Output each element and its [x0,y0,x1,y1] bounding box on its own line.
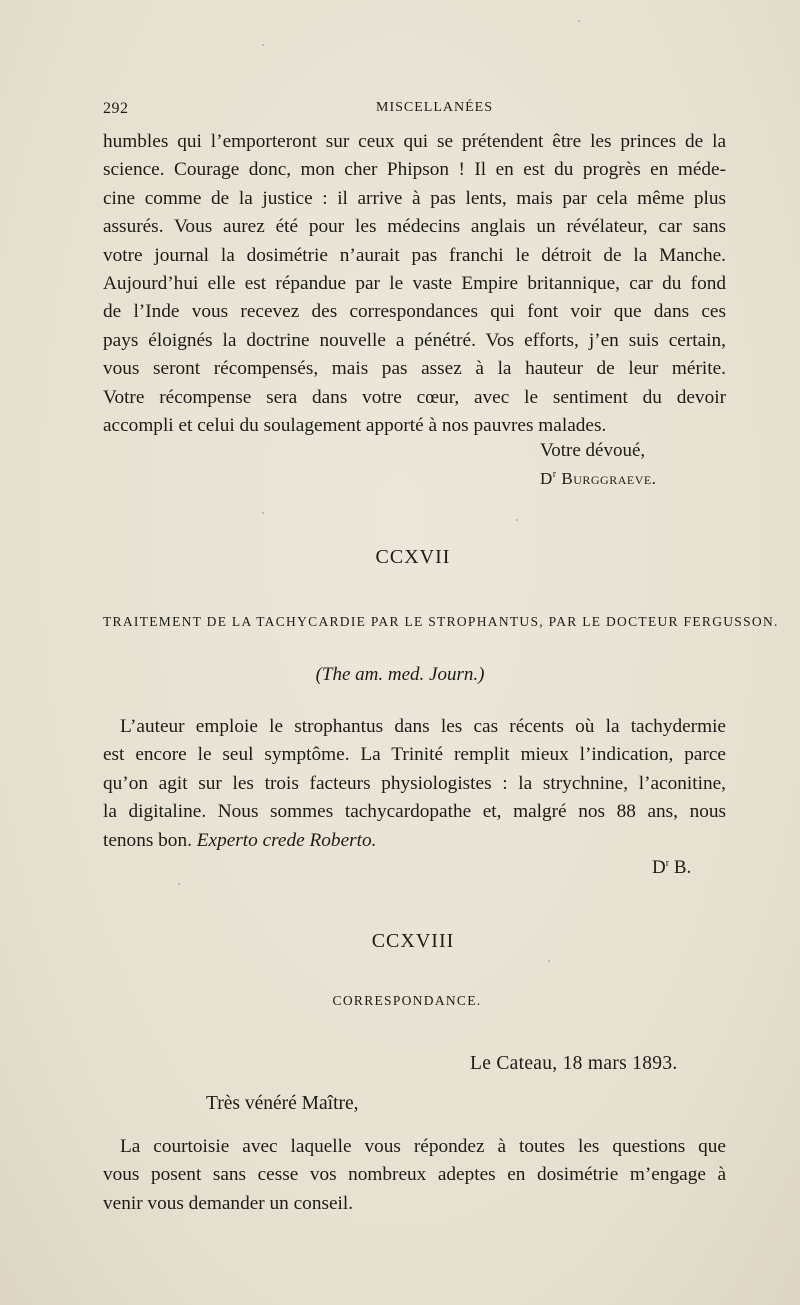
signature-superscript: r [552,469,557,480]
text-line: assurés. Vous aurez été pour les médecins anglais un révélateur, car sans [103,216,726,238]
section-paragraph [103,713,726,855]
letter-closing: Votre dévoué, [540,440,646,461]
letter-paragraph [103,1133,726,1218]
text-line: de l’Inde vous recevez des correspondances qui font voir que dans ces [103,301,726,323]
letter-end-paragraph [103,128,726,440]
text-line: la digitaline. Nous sommes tachycardopathe et, malgré nos 88 ans, nous [103,801,726,823]
letter-signature [540,469,656,489]
text-line: votre journal la dosimétrie n’aurait pas franchi le détroit de la Manche. [103,244,726,266]
paper-speck [178,883,180,885]
letter-dateline: Le Cateau, 18 mars 1893. [470,1053,678,1074]
text-line: Votre récompense sera dans votre cœur, avec le sentiment du devoir [103,386,726,408]
section-title: CORRESPONDANCE. [332,993,482,1008]
running-head: MISCELLANÉES [376,100,493,115]
section-source: (The am. med. Journ.) [315,664,485,685]
paper-speck [578,20,580,22]
text-line: vous seront récompensés, mais pas assez à la hauteur de leur mérite. [103,358,726,380]
text-line: pays éloignés la doctrine nouvelle a pénétré. Vos efforts, j’en suis certain, [103,329,726,351]
text-line: humbles qui l’emporteront sur ceux qui se prétendent être les princes de la [103,131,726,152]
text-line: venir vous demander un conseil. [103,1192,354,1214]
signature-name: B. [669,857,692,878]
text-line: science. Courage donc, mon cher Phipson ! Il en est du progrès en méde- [103,159,726,181]
text-line: est encore le seul symptôme. La Trinité remplit mieux l’indication, parce [103,744,726,766]
paper-speck [262,44,264,46]
text-line: cine comme de la justice : il arrive à pas lents, mais par cela même plus [103,187,726,209]
page-number: 292 [103,100,129,117]
text-line: accompli et celui du soulagement apporté à nos pauvres malades. [103,415,607,437]
signature-prefix: D [652,857,666,878]
text-line: qu’on agit sur les trois facteurs physiologistes : la strychnine, l’aconitine, [103,772,726,794]
text-line: La courtoisie avec laquelle vous répondez à toutes les questions que [120,1136,726,1157]
section-signature [652,857,691,879]
paper-speck [516,519,518,521]
paper-speck [548,960,550,962]
signature-name: Burggraeve. [561,469,657,488]
text-line: Aujourd’hui elle est répandue par le vaste Empire britannique, car du fond [103,273,726,295]
section-number: CCXVIII [371,930,455,952]
page-header [103,100,726,122]
text-line [103,827,726,855]
section-title: TRAITEMENT DE LA TACHYCARDIE PAR LE STROPHANTUS, PAR LE DOCTEUR FERGUSSON. [103,614,779,629]
text-italic: Experto crede Roberto. [196,829,377,851]
letter-salutation: Très vénéré Maître, [206,1093,359,1114]
section-number: CCXVII [375,546,451,568]
paper-speck [262,512,264,514]
text-line: L’auteur emploie le strophantus dans les cas récents où la tachydermie [120,716,726,737]
signature-superscript: r [665,858,670,869]
text-plain: tenons bon. [103,829,197,851]
text-line: vous posent sans cesse vos nombreux adeptes en dosimétrie m’engage à [103,1164,726,1186]
signature-prefix: D [540,469,553,488]
